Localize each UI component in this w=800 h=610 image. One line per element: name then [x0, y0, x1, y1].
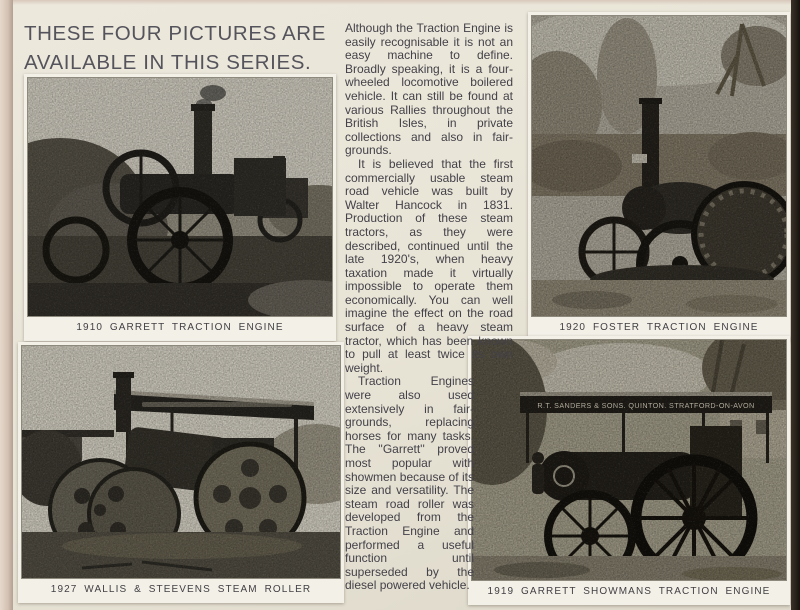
page-edge-top [0, 0, 800, 5]
article-paragraph-2: It is believed that the first commercially usable steam road vehicle was built by Walter Hancock in 1831. Production of these steam tractors, as they were described, continued until the late 1920's, when heavy taxation made it virtually impossible to operate them economically. You can well imagine the effect on the road surface of a heavy steam tractor, which has been known to pull at least twice its own weight. [345, 156, 513, 375]
photo-caption-bottom-left: 1927 WALLIS & STEEVENS STEAM ROLLER [50, 584, 312, 595]
page-edge-right [791, 0, 800, 610]
photo-caption-top-left: 1910 GARRETT TRACTION ENGINE [76, 322, 284, 333]
photo-frame-top-left [24, 74, 336, 341]
photo-frame-bottom-right [468, 336, 790, 605]
photo-garrett-showmans-1919 [471, 339, 787, 581]
page-edge-left [0, 0, 13, 610]
photo-wallis-steevens-1927 [21, 345, 341, 579]
photo-foster-1920-illustration [532, 16, 786, 316]
photo-garrett-1910-illustration [28, 78, 332, 316]
photo-wallis-1927-illustration [22, 346, 340, 578]
photo-garrett-1910 [27, 77, 333, 317]
series-headline-line2: AVAILABLE IN THIS SERIES. [24, 50, 312, 74]
photo-caption-top-right: 1920 FOSTER TRACTION ENGINE [559, 322, 759, 333]
series-headline [24, 20, 340, 77]
photo-foster-1920 [531, 15, 787, 317]
article-paragraph-3: Traction Engines were also used extensively in fair-grounds, replacing horses for many tasks. The ''Garrett'' proved most popular with showmen because of its size and versatility. The steam road roller was developed from the Traction Engine and performed a useful function until superseded by the diesel powered vehicle. [345, 374, 474, 593]
article-paragraph-1: Although the Traction Engine is easily recognisable it is not an easy machine to define. Broadly speaking, it is a four-wheeled locomotive boilered vehicle. It can still be found at various Rallies throughout the British Isles, in private collections and also in fair-grounds. [345, 21, 513, 158]
photo-frame-bottom-left [18, 342, 344, 603]
photo-caption-bottom-right: 1919 GARRETT SHOWMANS TRACTION ENGINE [487, 586, 771, 597]
photo-frame-top-right [528, 12, 790, 341]
series-headline-line1: THESE FOUR PICTURES ARE [24, 22, 326, 45]
article-text-column [345, 22, 513, 593]
photo-garrett-1919-illustration [472, 340, 786, 580]
